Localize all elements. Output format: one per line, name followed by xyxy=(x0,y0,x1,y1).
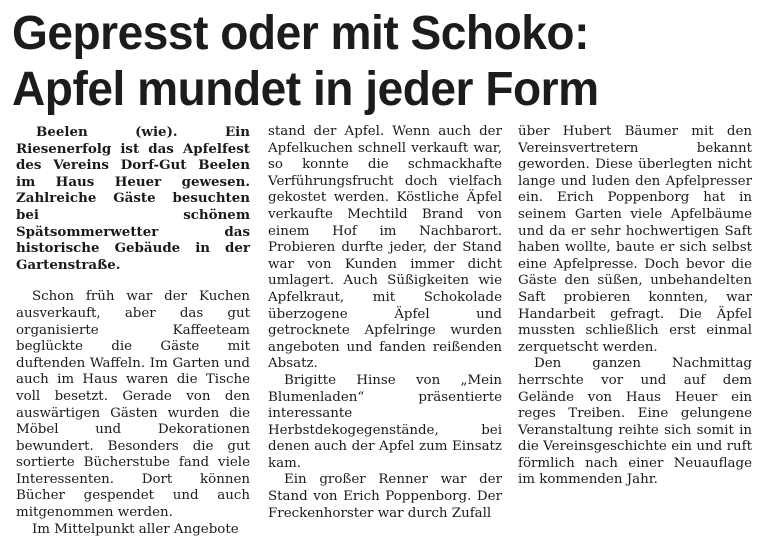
body-paragraph: Ein großer Renner war der Stand von Erich Poppenborg. Der Freckenhorster war durch Zufall xyxy=(268,472,502,521)
body-paragraph: Im Mittelpunkt aller Angebote xyxy=(32,521,239,537)
article-column-3 xyxy=(518,124,752,489)
headline xyxy=(12,6,727,118)
headline-line-1: Gepresst oder mit Schoko: xyxy=(12,7,589,60)
article-column-2 xyxy=(268,124,502,522)
body-paragraph: über Hubert Bäumer mit den Vereinsvertretern bekannt geworden. Diese überlegten nicht lange und luden den Apfelpresser ein. Erich Poppenborg hat in seinem Garten viele Apfelbäume und da er sehr hochwertigen Saft haben wollte, baute er sich selbst eine Apfelpresse. Doch bevor die Gäste den süßen, unbehandelten Saft probieren konnten, war Handarbeit gefragt. Die Äpfel mussten schließlich erst einmal zerquetscht werden. xyxy=(518,124,752,355)
body-paragraph: Brigitte Hinse von „Mein Blumenladen“ präsentierte interessante Herbstdekogegenstände, bei denen auch der Apfel zum Einsatz kam. xyxy=(268,372,502,471)
lead-paragraph: Beelen (wie). Ein Riesenerfolg ist das Apfelfest des Vereins Dorf-Gut Beelen im Haus Heuer gewesen. Zahlreiche Gäste besuchten bei schönem Spätsommerwetter das historische Gebäude in der Gartenstraße. xyxy=(16,124,250,273)
body-paragraph: Den ganzen Nachmittag herrschte vor und auf dem Gelände von Haus Heuer ein reges Treiben. Eine gelungene Veranstaltung reihte sich somit in die Vereinsgeschichte ein und ruft förmlich nach einer Neuauflage im kommenden Jahr. xyxy=(518,356,752,488)
headline-line-2: Apfel mundet in jeder Form xyxy=(12,63,599,116)
body-paragraph: Schon früh war der Kuchen ausverkauft, aber das gut organisierte Kaffeeteam beglückte die Gäste mit duftenden Waffeln. Im Garten und auch im Haus waren die Tische voll besetzt. Gerade von den auswärtigen Gästen wurden die Möbel und Dekorationen bewundert. Besonders die gut sortierte Bücherstube fand viele Interessenten. Dort können Bücher gespendet und auch mitgenommen werden. xyxy=(16,289,250,521)
body-paragraph: stand der Apfel. Wenn auch der Apfelkuchen schnell verkauft war, so konnte die schmackhafte Verführungsfrucht doch vielfach gekostet werden. Köstliche Äpfel verkaufte Mechtild Brand von einem Hof im Nachbarort. Probieren durfte jeder, der Stand war von Kunden immer dicht umlagert. Auch Süßigkeiten wie Apfelkraut, mit Schokolade überzogene Äpfel und getrocknete Apfelringe wurden angeboten und fanden reißenden Absatz. xyxy=(268,124,502,372)
article-column-1 xyxy=(16,124,250,538)
